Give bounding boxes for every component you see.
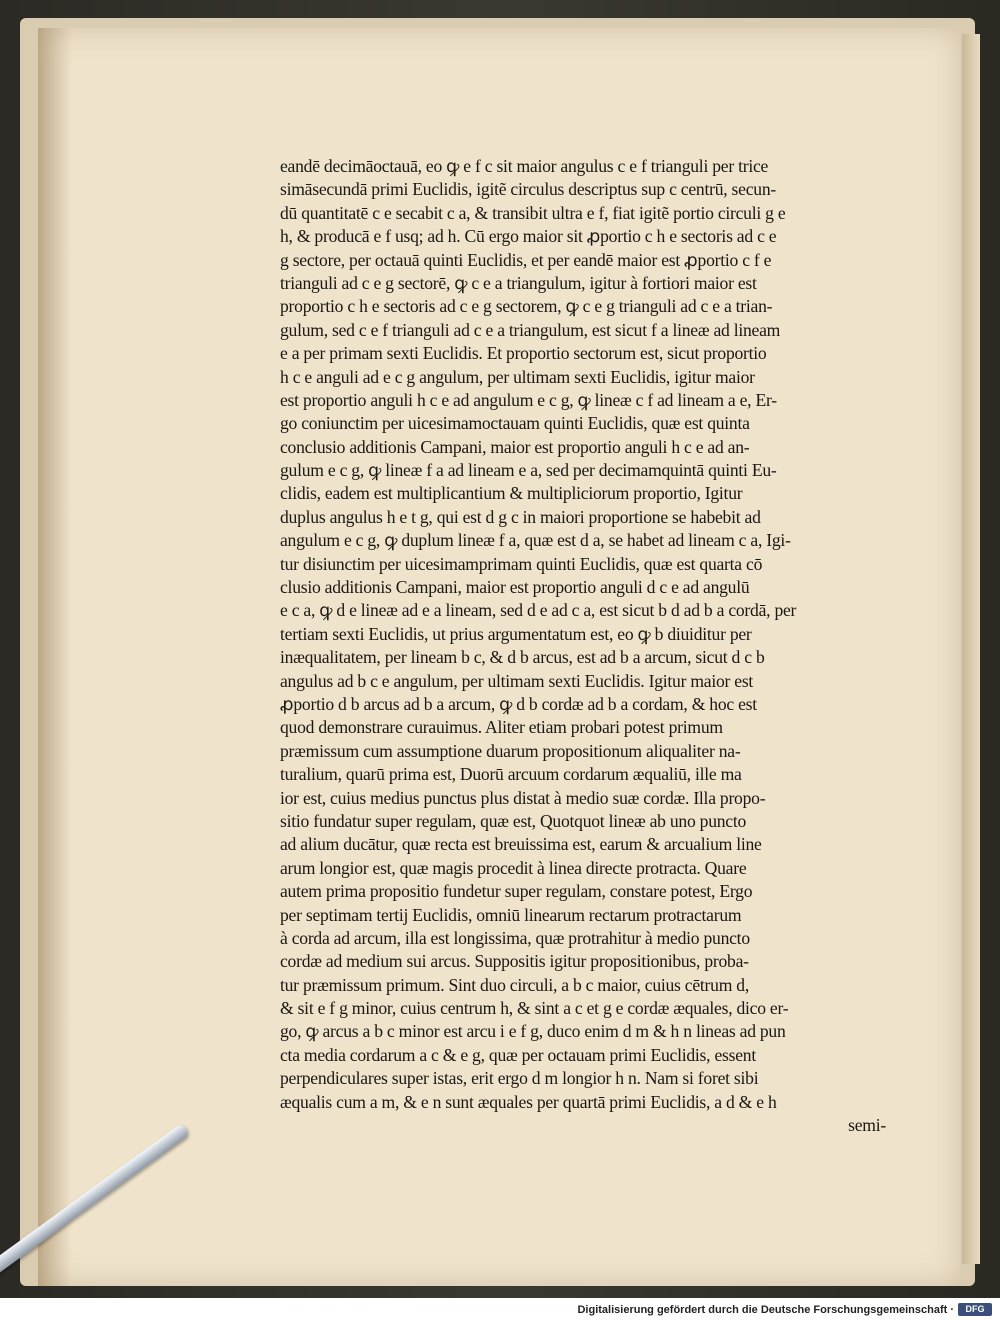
text-line: eandē decimāoctauā, eo ꝙ e f c sit maior angulus c e f trianguli per trice	[280, 156, 769, 176]
text-line: cordæ ad medium sui arcus. Suppositis igitur propositionibus, proba-	[280, 951, 749, 972]
text-line: à corda ad arcum, illa est longissima, quæ protrahitur à medio puncto	[280, 927, 750, 948]
text-line: simāsecundā primi Euclidis, igitẽ circulus descriptus sup c centrū, secun-	[280, 179, 776, 200]
text-line: duplus angulus h e t g, qui est d g c in maiori proportione se habebit ad	[280, 506, 761, 527]
text-line: gulum, sed c e f trianguli ad c e a triangulum, est sicut f a lineæ ad lineam	[280, 319, 781, 340]
text-line: autem prima propositio fundetur super regulam, constare potest, Ergo	[280, 881, 753, 902]
text-line: est proportio anguli h c e ad angulum e c g, ꝙ lineæ c f ad lineam a e, Er-	[280, 389, 777, 410]
text-line: perpendiculares super istas, erit ergo d m longior h n. Nam si foret sibi	[280, 1068, 759, 1089]
text-line: h c e anguli ad e c g angulum, per ultimam sexti Euclidis, igitur maior	[280, 366, 755, 387]
text-line: per septimam tertij Euclidis, omniū linearum rectarum protractarum	[280, 904, 742, 925]
dfg-logo: DFG	[958, 1303, 992, 1316]
text-line: trianguli ad c e g sectorē, ꝙ c e a triangulum, igitur à fortiori maior est	[280, 272, 757, 293]
text-line: go coniunctim per uicesimamoctauam quinti Euclidis, quæ est quinta	[280, 413, 750, 434]
text-line: conclusio additionis Campani, maior est proportio anguli h c e ad an-	[280, 436, 750, 457]
text-line: gulum e c g, ꝙ lineæ f a ad lineam e a, sed per decimamquintā quinti Eu-	[280, 460, 777, 481]
text-line: tur disiunctim per uicesimamprimam quinti Euclidis, quæ est quarta cō	[280, 553, 763, 574]
facing-page-edge	[962, 34, 980, 1264]
text-line: sitio fundatur super regulam, quæ est, Quotquot lineæ ab uno puncto	[280, 810, 747, 831]
text-line: go, ꝙ arcus a b c minor est arcu i e f g, duco enim d m & h n lineas ad pun	[280, 1021, 786, 1042]
text-line: præmissum cum assumptione duarum propositionum aliqualiter na-	[280, 740, 741, 761]
text-line: clusio additionis Campani, maior est proportio anguli d c e ad angulū	[280, 577, 750, 598]
body-text	[280, 155, 890, 1137]
text-line: tertiam sexti Euclidis, ut prius argumentatum est, eo ꝙ b diuiditur per	[280, 623, 752, 644]
text-line: ad alium ducātur, quæ recta est breuissima est, earum & arcualium line	[280, 834, 762, 855]
text-line: arum longior est, quæ magis procedit à linea directe protracta. Quare	[280, 857, 747, 878]
text-line: turalium, quarū prima est, Duorū arcuum cordarum æqualiū, ille ma	[280, 764, 742, 785]
funding-credit: Digitalisierung gefördert durch die Deutsche Forschungsgemeinschaft ·	[577, 1304, 954, 1316]
text-line: ior est, cuius medius punctus plus distat à medio suæ cordæ. Illa propo-	[280, 787, 766, 808]
text-line: cta media cordarum a c & e g, quæ per octauam primi Euclidis, essent	[280, 1044, 756, 1065]
text-line: angulum e c g, ꝙ duplum lineæ f a, quæ est d a, se habet ad lineam c a, Igi-	[280, 530, 791, 551]
text-line: e c a, ꝙ d e lineæ ad e a lineam, sed d e ad c a, est sicut b d ad b a cordā, per	[280, 600, 797, 621]
text-line: quod demonstrare curauimus. Aliter etiam probari potest primum	[280, 717, 723, 738]
text-line: e a per primam sexti Euclidis. Et proportio sectorum est, sicut proportio	[280, 343, 767, 364]
catchword: semi-	[848, 1115, 886, 1136]
text-line: clidis, eadem est multiplicantium & multipliciorum proportio, Igitur	[280, 483, 743, 504]
text-line: angulus ad b c e angulum, per ultimam sexti Euclidis. Igitur maior est	[280, 670, 754, 691]
text-line: & sit e f g minor, cuius centrum h, & sint a c et g e cordæ æquales, dico er-	[280, 998, 789, 1019]
text-line: dū quantitatē c e secabit c a, & transibit ultra e f, fiat igitẽ portio circuli g e	[280, 202, 786, 223]
text-line: ꝓportio d b arcus ad b a arcum, ꝙ d b cordæ ad b a cordam, & hoc est	[280, 693, 757, 714]
text-line: tur præmissum primum. Sint duo circuli, a b c maior, cuius cētrum d,	[280, 974, 749, 995]
text-line: h, & producā e f usq; ad h. Cū ergo maior sit ꝓportio c h e sectoris ad c e	[280, 226, 777, 247]
text-line: inæqualitatem, per lineam b c, & d b arcus, est ad b a arcum, sicut d c b	[280, 647, 765, 668]
text-line: g sectore, per octauā quinti Euclidis, et per eandē maior est ꝓportio c f e	[280, 249, 772, 270]
text-line: æqualis cum a m, & e n sunt æquales per quartā primi Euclidis, a d & e h	[280, 1091, 777, 1112]
text-line: proportio c h e sectoris ad c e g sectorem, ꝙ c e g trianguli ad c e a trian-	[280, 296, 773, 317]
page-gutter-shadow	[38, 28, 72, 1286]
